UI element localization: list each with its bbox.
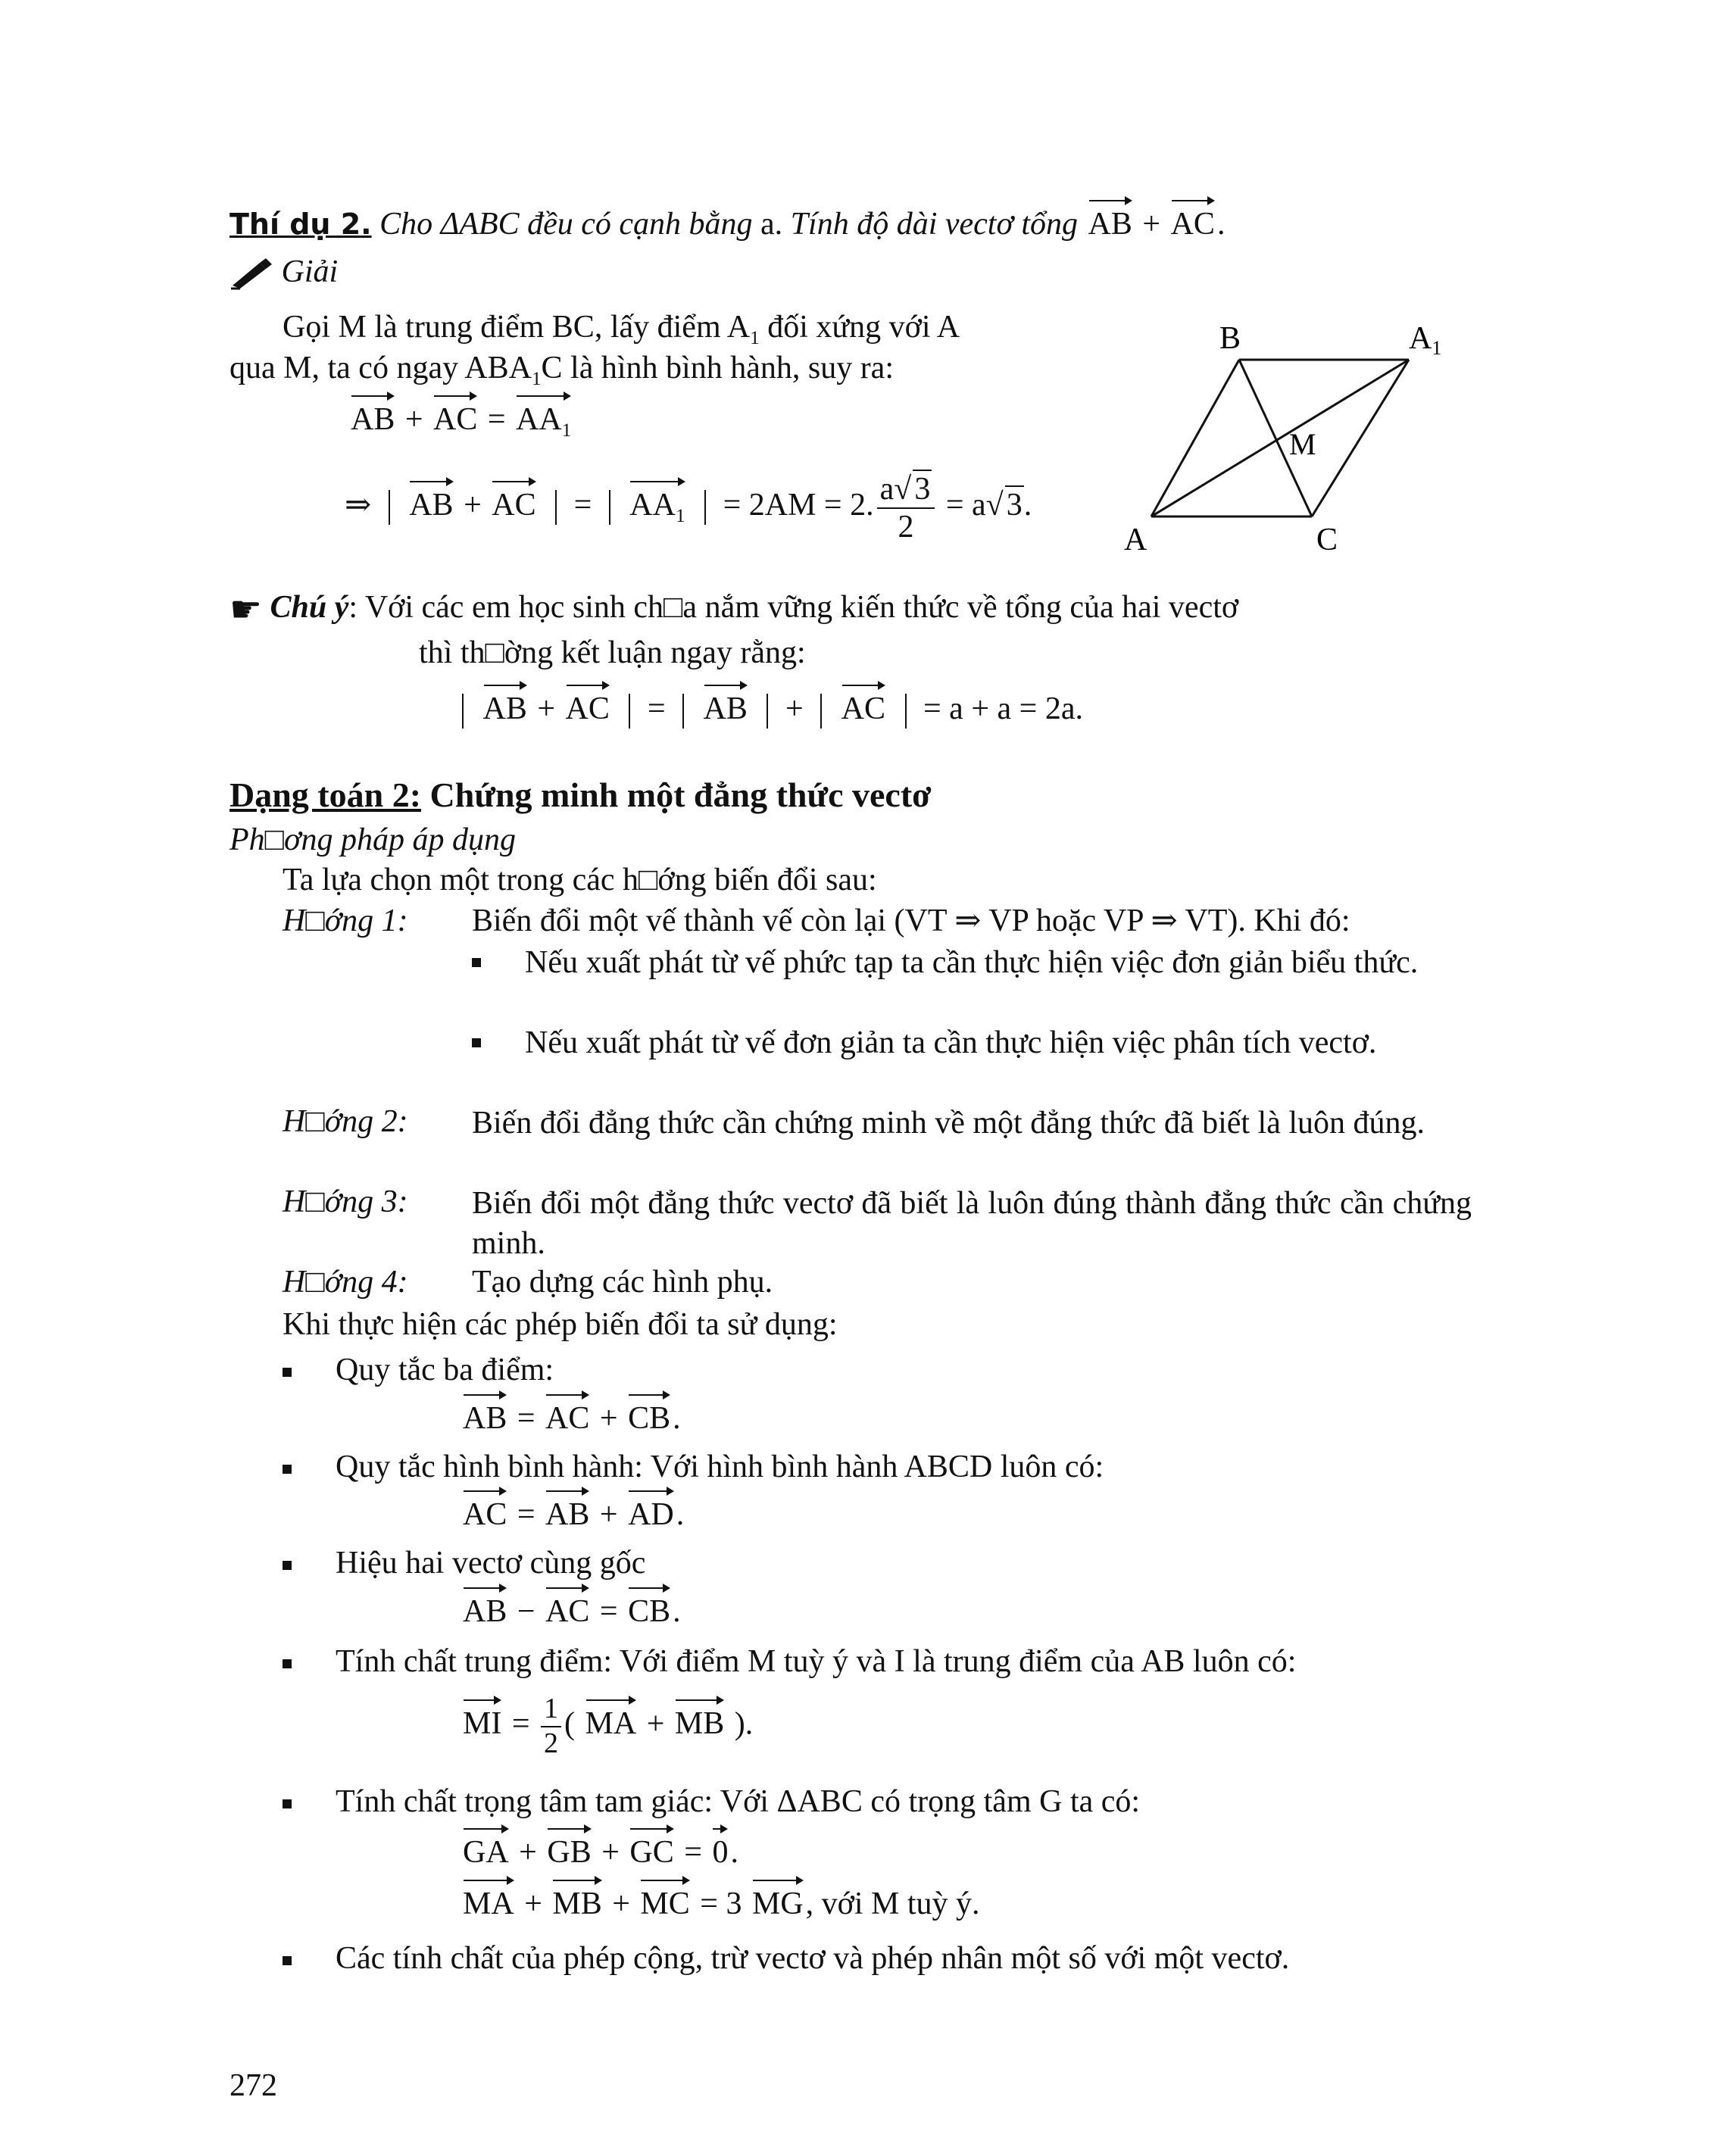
operator: = — [511, 1706, 530, 1742]
vector: CB — [628, 1583, 670, 1630]
direction-text-4: Tạo dựng các hình phụ. — [472, 1265, 773, 1300]
operator: + — [524, 1886, 542, 1921]
vector-ab: AB — [1088, 195, 1132, 242]
subscript: 1 — [750, 327, 760, 348]
equation-2: ⇒ AB + AC = $AA_1 = 2AM = 2$. $\frac{a√3}{2}$ = a√3. — [345, 470, 1032, 546]
vector: MI — [463, 1695, 501, 1742]
example-prompt: Cho ΔABC đều có cạnh bằng — [379, 207, 753, 242]
rule-text: Các tính chất của phép cộng, trừ vectơ và phép nhân một số với một vectơ. — [336, 1941, 1290, 1976]
note-line-2 — [419, 635, 806, 671]
period: . — [730, 1835, 738, 1870]
operator: = — [684, 1835, 702, 1870]
square-bullet-icon — [472, 958, 481, 967]
abs-bar — [609, 490, 610, 525]
abs-bar — [704, 490, 706, 525]
label-a1: A1 — [1409, 321, 1442, 359]
rule-text: Quy tắc ba điểm: — [336, 1353, 554, 1387]
rule-text: Tính chất trung điểm: Với điểm M tuỳ ý và I là trung điểm của AB luôn có: — [336, 1644, 1297, 1679]
direction-label-1: H□ớng 1: — [283, 903, 408, 938]
vector-ab: AB — [483, 680, 527, 727]
vector: MB — [675, 1695, 724, 1742]
root: 3 — [913, 470, 932, 507]
plus-sign: + — [464, 487, 482, 523]
rule-2 — [283, 1449, 1104, 1485]
solution-line-2 — [229, 350, 894, 391]
frac-num: a — [879, 472, 895, 507]
note-equation — [453, 680, 1083, 729]
equals-sign: = — [487, 402, 506, 437]
method-heading: Ph□ơng pháp áp dụng — [229, 822, 516, 857]
paren: ( — [564, 1706, 576, 1742]
frac-den: 2 — [544, 1727, 559, 1759]
subscript: 1 — [531, 368, 542, 389]
direction-label-2: H□ớng 2: — [283, 1104, 408, 1139]
implies-sign: ⇒ — [345, 487, 372, 523]
frac-den: 2 — [898, 510, 914, 545]
rule-5-formula-1 — [461, 1824, 738, 1871]
vector: AB — [463, 1583, 507, 1630]
vector: MC — [640, 1875, 689, 1922]
abs-bar — [820, 694, 822, 729]
note-text: : Với các em học sinh ch□a nắm vững kiến thức về tổng của hai vectơ — [348, 590, 1239, 625]
rule-text: Hiệu hai vectơ cùng gốc — [336, 1546, 646, 1581]
square-bullet-icon — [283, 1561, 292, 1570]
operator: + — [612, 1886, 630, 1921]
abs-bar — [682, 694, 684, 729]
equation-rhs: = a — [945, 487, 986, 523]
solution-text: Gọi M là trung điểm BC, lấy điểm A — [283, 310, 751, 345]
section-title: Chứng minh một đẳng thức vectơ — [429, 775, 932, 814]
vector: MA — [463, 1875, 514, 1922]
direction-text-2: Biến đổi đẳng thức cần chứng minh về một đẳng thức đã biết là luôn đúng. — [472, 1106, 1425, 1141]
vector-aa1 — [516, 391, 571, 442]
vector: MG — [752, 1875, 804, 1922]
period: . — [1216, 207, 1226, 242]
square-bullet-icon — [283, 1465, 292, 1474]
note-label: Chú ý — [270, 590, 349, 625]
abs-bar — [462, 694, 464, 729]
operator: + — [519, 1835, 537, 1870]
side-a1c — [1312, 360, 1409, 516]
pointing-hand-icon: ☛ — [229, 588, 263, 631]
vector: AC — [545, 1583, 589, 1630]
label-m: M — [1289, 427, 1316, 461]
method-intro: Ta lựa chọn một trong các h□ớng biến đổi sau: — [283, 863, 877, 897]
example-label: Thí dụ 2. — [229, 208, 372, 241]
vector: MA — [585, 1695, 637, 1742]
direction-text-1: Biến đổi một vế thành vế còn lại (VT ⇒ VP hoặc VP ⇒ VT). Khi đó: — [472, 903, 1350, 938]
operator: + — [599, 1401, 618, 1436]
abs-bar — [905, 694, 907, 729]
sub-bullet-text: Nếu xuất phát từ vế phức tạp ta cần thực hiện việc đơn giản biểu thức. — [525, 945, 1419, 980]
operator: = — [517, 1401, 535, 1436]
square-bullet-icon — [472, 1038, 481, 1047]
vector: AD — [628, 1486, 674, 1533]
vector-ab: AB — [351, 391, 395, 438]
example-prompt-b: Tính độ dài vectơ tổng — [790, 207, 1079, 242]
equation-rhs: = a + a = 2a. — [923, 691, 1083, 726]
plus-sign: + — [404, 402, 423, 437]
vector-ac: AC — [1171, 195, 1215, 242]
frac-num: 1 — [541, 1693, 561, 1727]
solution-label: Giải — [281, 254, 339, 289]
plus-sign: + — [785, 691, 804, 726]
vector: GA — [463, 1824, 509, 1871]
abs-bar — [767, 694, 768, 729]
rule-1-formula — [461, 1390, 681, 1437]
operator: + — [646, 1706, 665, 1742]
rule-5-formula-2 — [461, 1875, 980, 1922]
square-bullet-icon — [283, 1956, 292, 1965]
pencil-hand-icon — [229, 258, 273, 290]
side-ab — [1151, 360, 1239, 516]
direction-label-3: H□ớng 3: — [283, 1184, 408, 1219]
equals-sign: = — [573, 487, 592, 523]
solution-text: qua M, ta có ngay ABA — [229, 351, 532, 385]
equals-sign: = — [647, 691, 666, 726]
rule-text: Tính chất trọng tâm tam giác: Với ΔABC có trọng tâm G ta có: — [336, 1784, 1141, 1819]
vector-ac: AC — [433, 391, 477, 438]
operator: = 3 — [700, 1886, 742, 1921]
label-a: A — [1124, 523, 1147, 557]
direction-label-4: H□ớng 4: — [283, 1265, 408, 1300]
solution-text: C là hình bình hành, suy ra: — [541, 351, 894, 385]
operator: − — [517, 1594, 535, 1629]
subscript: 1 — [675, 505, 685, 526]
note-text: thì th□ờng kết luận ngay rằng: — [419, 635, 806, 670]
operator: = — [517, 1497, 535, 1532]
vector-ab: AB — [704, 680, 748, 727]
formula-note: , với M tuỳ ý. — [805, 1886, 980, 1921]
vector: AB — [463, 1390, 507, 1437]
plus-sign: + — [537, 691, 556, 726]
equation-mid: = 2AM = 2. — [723, 487, 874, 523]
root: 3 — [1005, 485, 1024, 523]
rule-6 — [283, 1940, 1289, 1977]
page-number: 272 — [229, 2068, 277, 2103]
zero-vector: 0 — [712, 1824, 728, 1871]
period: . — [673, 1401, 681, 1436]
rule-5 — [283, 1783, 1140, 1820]
vector-text: AA — [629, 487, 676, 523]
rule-1 — [283, 1352, 554, 1388]
section-label: Dạng toán 2: — [229, 775, 422, 814]
vector: AC — [545, 1390, 589, 1437]
section-heading — [229, 775, 932, 816]
period: . — [673, 1594, 681, 1629]
use-intro: Khi thực hiện các phép biến đổi ta sử dụng: — [283, 1307, 838, 1342]
plus-sign: + — [1142, 207, 1161, 242]
abs-bar — [629, 694, 630, 729]
operator: + — [599, 1497, 618, 1532]
label-b: B — [1219, 321, 1241, 356]
rule-3-formula — [461, 1583, 681, 1630]
operator: + — [601, 1835, 620, 1870]
sub-bullet-2 — [472, 1023, 1472, 1063]
vector: AB — [545, 1486, 589, 1533]
solution-line-1 — [283, 309, 960, 350]
rule-text: Quy tắc hình bình hành: Với hình bình hành ABCD luôn có: — [336, 1450, 1104, 1484]
solution-heading — [229, 254, 338, 290]
solution-text-end: đối xứng với A — [767, 310, 960, 345]
operator: = — [599, 1594, 618, 1629]
period: . — [676, 1497, 685, 1532]
rule-4-formula — [461, 1693, 753, 1760]
rule-2-formula — [461, 1486, 684, 1533]
equation-1 — [348, 391, 573, 442]
vector: GC — [629, 1824, 673, 1871]
example-var: a. — [760, 207, 783, 242]
vector-ab: AB — [409, 476, 453, 523]
fraction: $\frac{a√3}{2}$ — [877, 470, 935, 546]
vector: CB — [628, 1390, 670, 1437]
label-c: C — [1316, 523, 1338, 557]
vector-ac: AC — [841, 680, 885, 727]
vector-text: AA — [516, 402, 562, 437]
parallelogram-figure — [1113, 318, 1507, 560]
example-heading — [229, 195, 1225, 242]
direction-text-3: Biến đổi một đẳng thức vectơ đã biết là luôn đúng thành đẳng thức cần chứng minh. — [472, 1186, 1472, 1261]
paren-end: ). — [734, 1706, 754, 1742]
vector-ac: AC — [492, 476, 535, 523]
sub-bullet-text: Nếu xuất phát từ vế đơn giản ta cần thực hiện việc phân tích vectơ. — [525, 1025, 1377, 1060]
vector-ac: AC — [566, 680, 610, 727]
subscript: 1 — [561, 420, 572, 441]
abs-bar — [555, 490, 557, 525]
rule-4 — [283, 1643, 1296, 1680]
vector-aa1 — [629, 476, 685, 528]
fraction-one-half — [541, 1693, 561, 1760]
sub-bullet-1 — [472, 943, 1472, 983]
vector: AC — [463, 1486, 507, 1533]
square-bullet-icon — [283, 1368, 292, 1377]
note-line-1 — [229, 589, 1238, 631]
diagonal-aa1 — [1151, 360, 1409, 516]
abs-bar — [389, 490, 390, 525]
vector: GB — [547, 1824, 591, 1871]
square-bullet-icon — [283, 1799, 292, 1808]
vector: MB — [552, 1875, 601, 1922]
square-bullet-icon — [283, 1659, 292, 1668]
period: . — [1023, 487, 1032, 523]
rule-3 — [283, 1545, 645, 1581]
